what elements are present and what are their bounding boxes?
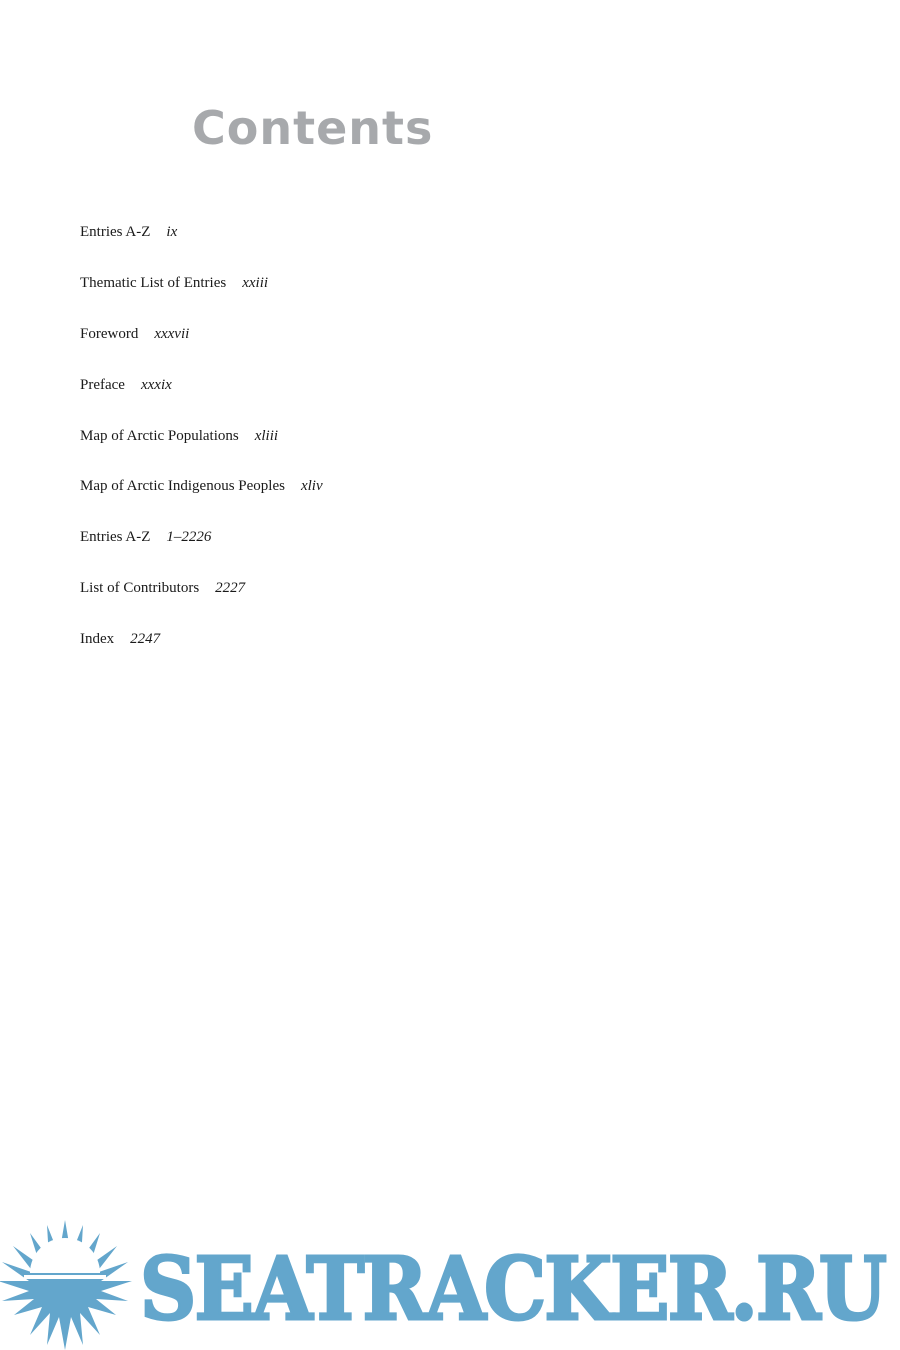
table-of-contents	[80, 222, 323, 680]
toc-item-label: Entries A-Z	[80, 224, 151, 240]
toc-item	[80, 426, 323, 477]
toc-item-label: List of Contributors	[80, 580, 200, 597]
toc-item-label: Foreword	[80, 325, 139, 342]
toc-item-label: Thematic List of Entries	[80, 274, 227, 291]
toc-item	[80, 222, 323, 273]
toc-item	[80, 476, 323, 527]
toc-item-page: xxxix	[140, 376, 172, 393]
toc-item-label: Entries A-Z	[80, 529, 151, 546]
toc-item-label: Index	[80, 631, 115, 648]
toc-item-page: 1–2226	[166, 529, 212, 546]
toc-item-label: Map of Arctic Indigenous Peoples	[80, 478, 285, 495]
toc-item-page: ix	[166, 224, 178, 240]
toc-item	[80, 375, 323, 426]
toc-item	[80, 324, 323, 375]
toc-item-page: xxiii	[242, 274, 269, 291]
toc-item-page: 2247	[130, 631, 161, 648]
toc-item-page: xliv	[300, 478, 323, 495]
toc-item-page: xxxvii	[154, 325, 190, 342]
toc-item-page: xliii	[254, 427, 279, 444]
page-title: Contents	[192, 101, 434, 155]
toc-item	[80, 273, 323, 324]
toc-item	[80, 629, 323, 680]
toc-item	[80, 527, 323, 578]
toc-item	[80, 578, 323, 629]
watermark-text: SEATRACKER.RU	[140, 1239, 886, 1340]
toc-item-label: Map of Arctic Populations	[80, 427, 239, 444]
watermark	[0, 1215, 900, 1350]
toc-item-page: 2227	[215, 580, 246, 597]
toc-item-label: Preface	[80, 376, 125, 393]
sun-burst-icon	[0, 1220, 132, 1350]
